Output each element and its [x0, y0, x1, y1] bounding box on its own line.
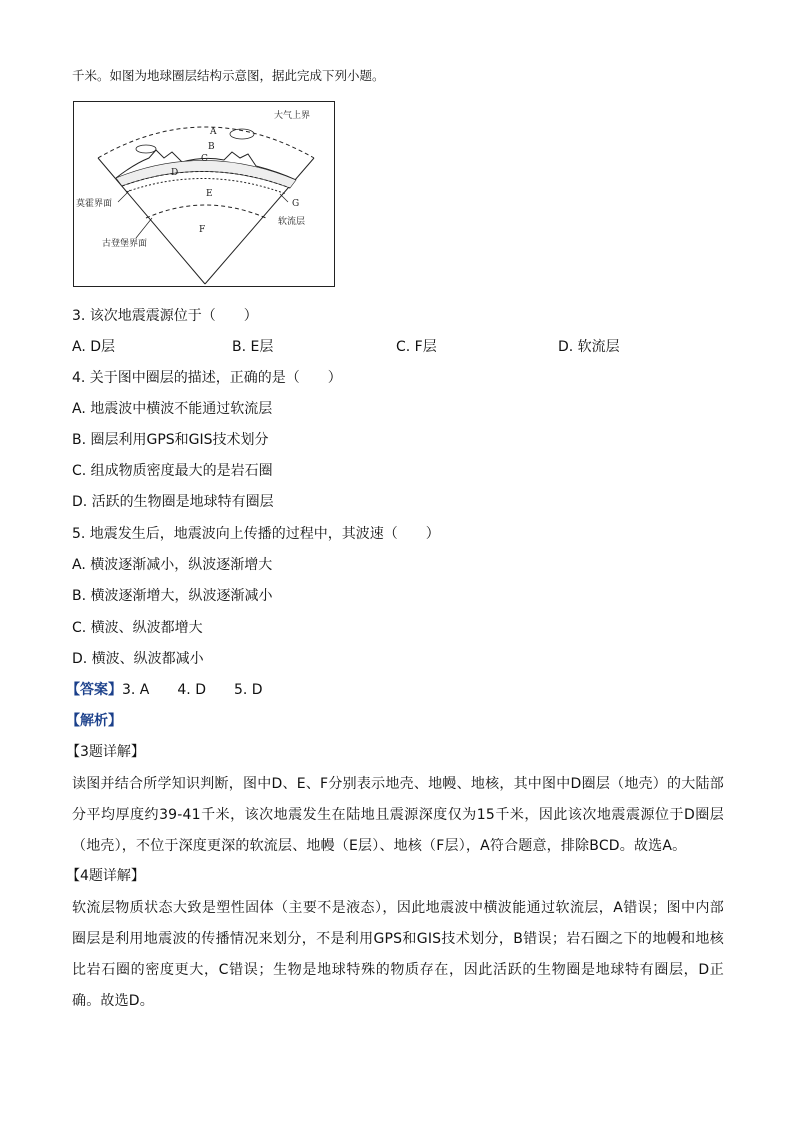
- earth-layers-diagram: [73, 101, 335, 287]
- crust-band: [116, 160, 296, 188]
- detail3-paragraph: [72, 769, 724, 862]
- q3-stem: 3. 该次地震震源位于（ ）: [72, 308, 258, 324]
- label-asthenosphere: 软流层: [278, 217, 306, 227]
- q3-option-d[interactable]: D. 软流层: [558, 339, 620, 355]
- detail3-title: 【3题详解】: [66, 744, 145, 760]
- label-g: G: [292, 199, 300, 209]
- answer-text: 3. A 4. D 5. D: [122, 682, 263, 698]
- q4-option-c[interactable]: C. 组成物质密度最大的是岩石圈: [72, 463, 273, 479]
- intro-text: 千米。如图为地球圈层结构示意图，据此完成下列小题。: [72, 68, 385, 83]
- label-gutenberg: 古登堡界面: [102, 239, 148, 249]
- q3-option-c[interactable]: C. F层: [396, 339, 437, 355]
- detail4-text: 软流层物质状态大致是塑性固体（主要不是液态），因此地震波中横波能通过软流层，A错误；图中内部圈层是利用地震波的传播情况来划分，不是利用GPS和GIS技术划分，B错误；岩石圈之下的地幔和地核比岩石圈的密度更大，C错误；生物是地球特殊的物质存在，因此活跃的生物圈是地球特有圈层，D正确。故选D。: [72, 900, 724, 1009]
- detail4-paragraph: [72, 893, 724, 1017]
- answer-label: 【答案】: [66, 682, 122, 698]
- label-atmosphere-top: 大气上界: [274, 111, 311, 121]
- label-f: F: [199, 225, 206, 235]
- label-d: D: [171, 168, 179, 178]
- q4-option-d[interactable]: D. 活跃的生物圈是地球特有圈层: [72, 494, 274, 510]
- q3-option-b[interactable]: B. E层: [232, 339, 274, 355]
- label-b: B: [208, 142, 215, 152]
- moho-pointer: [118, 190, 130, 202]
- earth-layers-svg: [74, 102, 336, 288]
- analysis-label: 【解析】: [66, 713, 122, 729]
- q5-option-c[interactable]: C. 横波、纵波都增大: [72, 620, 203, 636]
- label-c: C: [201, 154, 208, 164]
- q4-option-b[interactable]: B. 圈层利用GPS和GIS技术划分: [72, 432, 269, 448]
- q5-option-a[interactable]: A. 横波逐渐减小，纵波逐渐增大: [72, 557, 273, 573]
- detail3-text: 读图并结合所学知识判断，图中D、E、F分别表示地壳、地幔、地核，其中图中D圈层（地壳）的大陆部分平均厚度约39-41千米，该次地震发生在陆地且震源深度仅为15千米，因此该次地震震源位于D圈层（地壳），不位于深度更深的软流层、地幔（E层）、地核（F层），A符合题意，排除BCD。故选A。: [72, 776, 724, 854]
- gutenberg-pointer: [136, 218, 152, 238]
- q5-option-d[interactable]: D. 横波、纵波都减小: [72, 651, 204, 667]
- label-a: A: [210, 127, 217, 137]
- q4-stem: 4. 关于图中圈层的描述，正确的是（ ）: [72, 370, 342, 386]
- q5-option-b[interactable]: B. 横波逐渐增大，纵波逐渐减小: [72, 588, 273, 604]
- label-moho: 莫霍界面: [76, 199, 113, 209]
- gutenberg-line: [146, 205, 266, 218]
- answer-line: [66, 680, 263, 700]
- detail4-title: 【4题详解】: [66, 868, 145, 884]
- q5-stem: 5. 地震发生后，地震波向上传播的过程中，其波速（ ）: [72, 526, 440, 542]
- label-e: E: [206, 189, 213, 199]
- cloud-icon: [136, 145, 156, 153]
- g-pointer: [280, 194, 288, 202]
- q4-option-a[interactable]: A. 地震波中横波不能通过软流层: [72, 401, 273, 417]
- q3-option-a[interactable]: A. D层: [72, 339, 116, 355]
